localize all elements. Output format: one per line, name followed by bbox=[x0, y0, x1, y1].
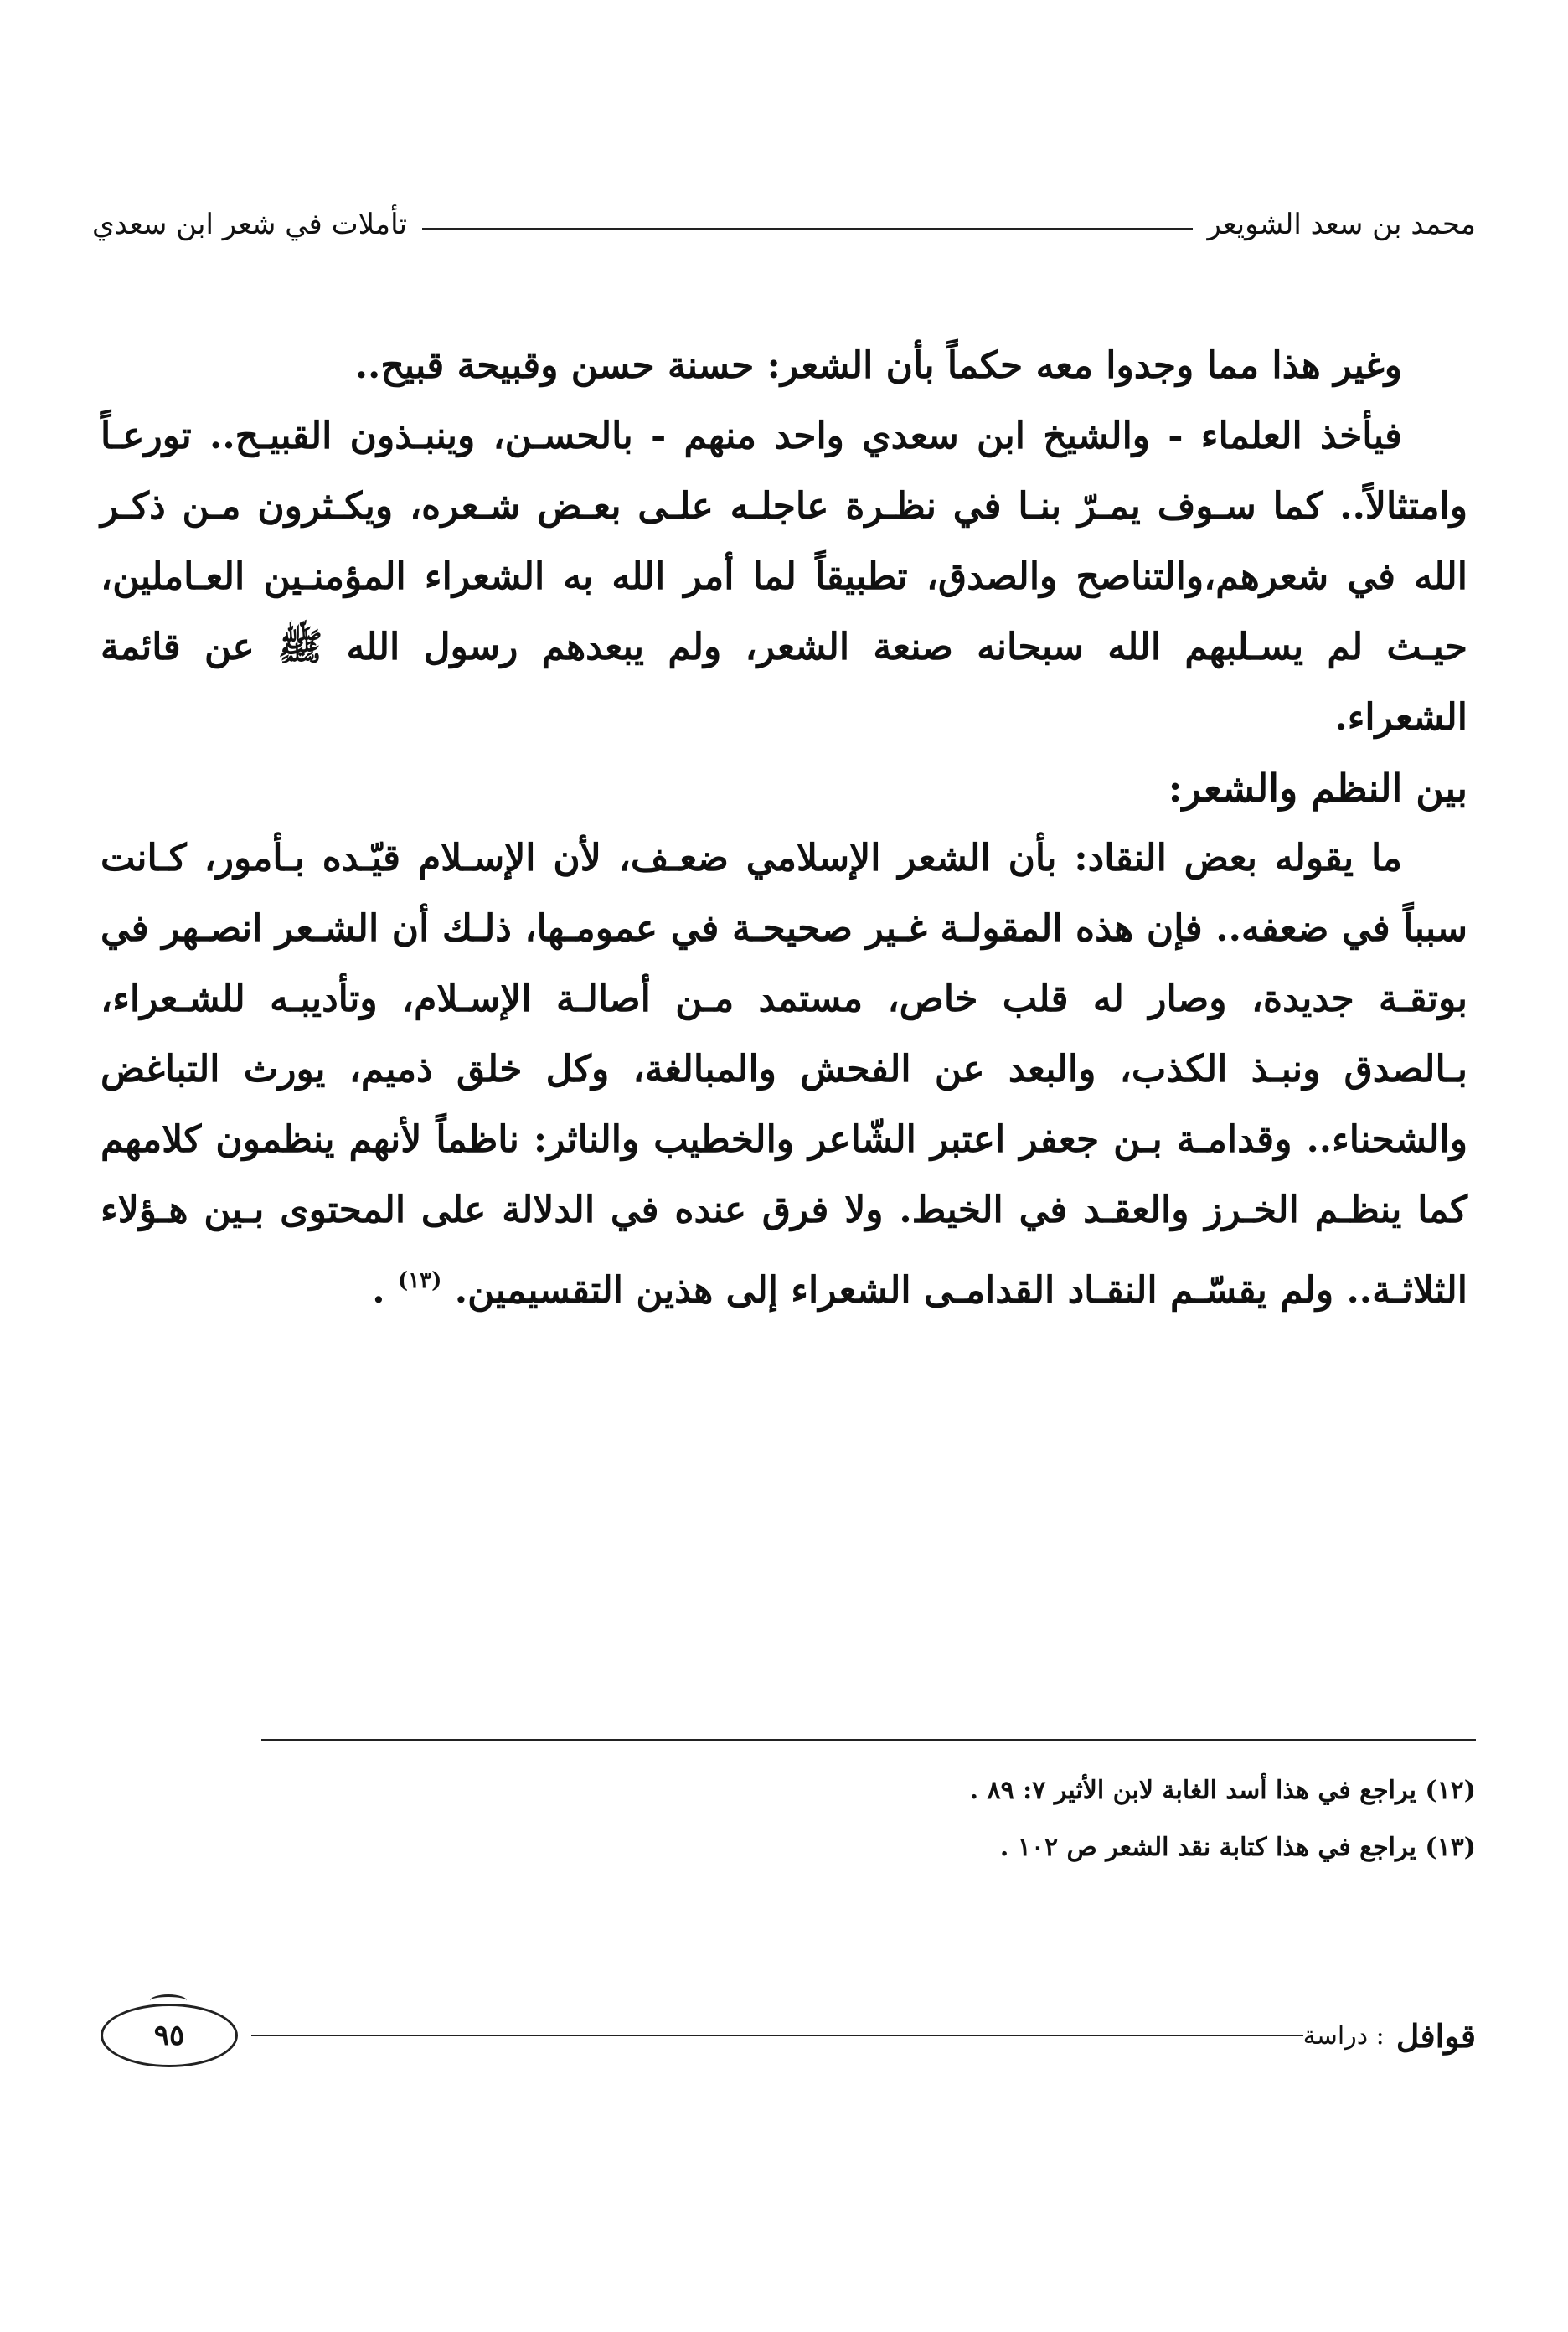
page-number: ٩٥ bbox=[153, 2019, 185, 2052]
paragraph-3 bbox=[101, 823, 1467, 1326]
footnote-13: (١٣) يراجع في هذا كتابة نقد الشعر ص ١٠٢ . bbox=[999, 1833, 1476, 1862]
running-header bbox=[92, 199, 1476, 250]
series-name: قوافل bbox=[1395, 2016, 1476, 2055]
book-title: تأملات في شعر ابن سعدي bbox=[92, 208, 407, 241]
header-rule bbox=[422, 228, 1193, 230]
page-number-badge bbox=[101, 2004, 238, 2067]
section-heading: بين النظم والشعر: bbox=[1168, 766, 1467, 811]
footnotes bbox=[251, 1762, 1476, 1876]
paragraph-1: وغير هذا مما وجدوا معه حكماً بأن الشعر: حسنة حسن وقبيحة قبيح.. bbox=[354, 344, 1402, 387]
author-name: محمد بن سعد الشويعر bbox=[1207, 208, 1476, 241]
footnote-ref-13[interactable]: (١٣) bbox=[397, 1268, 442, 1293]
footnote-rule bbox=[261, 1739, 1476, 1741]
paragraph-3-end: . bbox=[372, 1269, 385, 1312]
paragraph-3-text: ما يقوله بعض النقاد: بأن الشعر الإسلامي ضعـف، لأن الإسـلام قيّـده بـأمور، كـانت سبباً في ضعفه.. فإن هذه المقولـة غـير صحيحـة في عمومـها، ذلـك أن الشـعر انصـهر في بوتقـة جديدة، وصار له قلب خاص، مستمد مـن أصالـة الإسـلام، وتأديبـه للشـعراء، بـالصدق ونبـذ الكذب، والبعد عن الفحش والمبالغة، وكل خلق ذميم، يورث التباغض والشحناء.. وقدامـة بـن جعفر اعتبر الشّاعر والخطيب والناثر: ناظماً لأنهم ينظمون كلامهم كما ينظـم الخـرز والعقـد في الخيط. ولا فرق عنده في الدلالة على المحتوى بـين هـؤلاء الثلاثـة.. ولم يقسّـم النقـاد القدامـى الشعراء إلى هذين التقسيمين. bbox=[101, 837, 1467, 1312]
page-footer bbox=[101, 1998, 1476, 2073]
footer-rule bbox=[251, 2035, 1303, 2036]
section-name: : دراسة bbox=[1302, 2020, 1385, 2051]
footnote-12: (١٢) يراجع في هذا أسد الغابة لابن الأثير ٧: ٨٩ . bbox=[969, 1776, 1476, 1805]
body-text bbox=[101, 331, 1467, 1326]
paragraph-2: فيأخذ العلماء - والشيخ ابن سعدي واحد منهم - بالحسـن، وينبـذون القبيـح.. تورعـاً وامتثالاً.. كما سـوف يمـرّ بنـا في نظـرة عاجلـه علـى بعـض شـعره، ويكـثرون مـن ذكـر الله في شعرهم،والتناصح والصدق، تطبيقاً لما أمر الله به الشعراء المؤمنـين العـاملين، حيـث لم يسـلبهم الله سبحانه صنعة الشعر، ولم يبعدهم رسول الله ﷺ عن قائمة الشعراء. bbox=[101, 415, 1468, 739]
